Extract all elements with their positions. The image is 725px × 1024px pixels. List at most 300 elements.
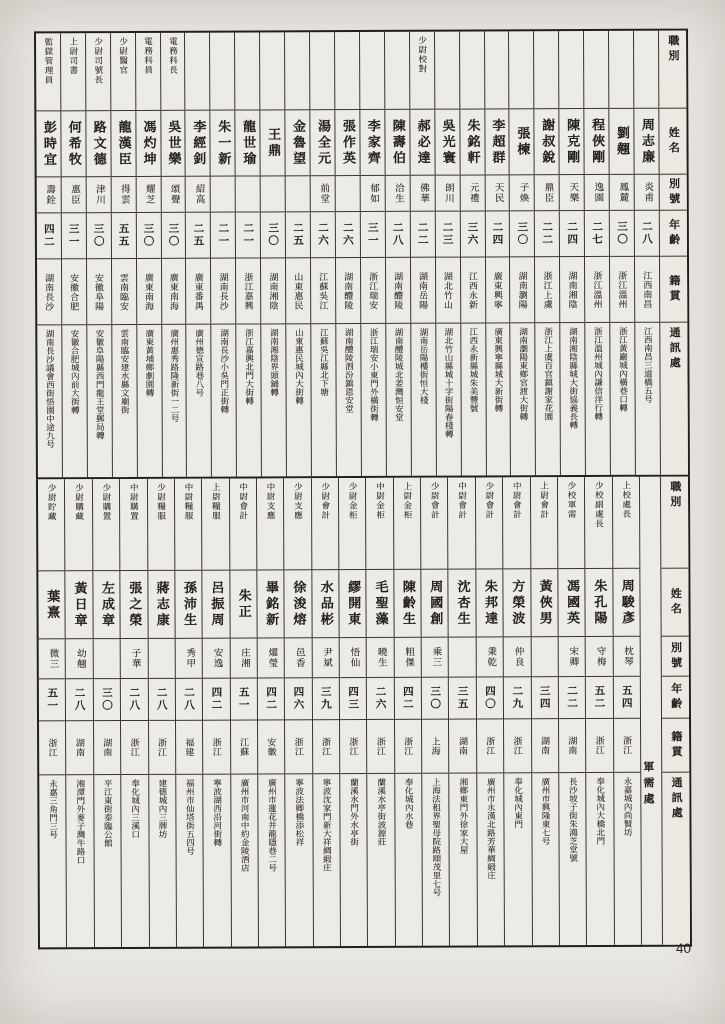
alias-text: 朗川 [442, 182, 454, 204]
rank-cell [394, 478, 421, 570]
origin-text: 廣東番禺 [193, 272, 204, 311]
origin-cell [162, 259, 186, 325]
origin-cell [610, 257, 634, 323]
name-cell [61, 111, 85, 177]
rank-cell [435, 32, 459, 110]
name-cell [148, 571, 175, 639]
address-text: 湖南湘陰界頭鋪轉 [269, 328, 280, 397]
age-text: 二四 [566, 221, 579, 247]
origin-text: 湖北竹山 [442, 271, 454, 310]
address-text: 廣州惠秀路隆新街一二号 [169, 328, 181, 423]
alias-text: 天民 [492, 182, 504, 204]
address-text: 上海法租界聖母院路順茂里七号 [431, 777, 442, 897]
alias-cell [449, 638, 476, 678]
name-text: 謝叔銳 [540, 117, 556, 166]
person-column [359, 32, 386, 476]
name-cell [257, 570, 284, 638]
origin-cell [62, 259, 86, 325]
age-text: 二一 [242, 222, 255, 248]
name-text: 朱一新 [216, 119, 232, 168]
address-cell [149, 775, 176, 947]
age-text: 三〇 [142, 222, 155, 248]
name-text: 王鼎 [266, 126, 282, 159]
name-cell [558, 569, 585, 637]
alias-cell [148, 639, 175, 679]
person-column [393, 478, 422, 946]
person-column [434, 32, 461, 476]
address-text: 湘鄉東門外徐家大屋 [458, 777, 470, 855]
alias-cell [86, 177, 110, 213]
address-cell [187, 325, 212, 477]
rank-cell [339, 478, 366, 570]
age-cell [585, 211, 609, 257]
origin-cell [94, 721, 121, 775]
alias-text: 鼎臣 [542, 182, 554, 204]
address-cell [237, 324, 262, 476]
rank-text: 少校軍需 [566, 481, 578, 520]
origin-cell [386, 258, 410, 324]
alias-cell [613, 637, 640, 677]
name-cell [111, 111, 135, 177]
person-column [484, 31, 511, 475]
rank-text: 電務科員 [143, 36, 154, 75]
address-text: 寧波湖西沿河街轉 [212, 778, 223, 847]
rank-cell [485, 31, 509, 109]
alias-cell [340, 638, 367, 678]
name-cell [531, 569, 558, 637]
address-text: 湖南長沙議會西街悟園中途九号 [45, 329, 56, 449]
origin-text: 湖南 [567, 736, 578, 756]
rank-text: 少尉會計 [430, 481, 441, 520]
name-cell [339, 570, 366, 638]
name-text: 吳世樂 [166, 119, 182, 168]
origin-text: 浙江 [594, 735, 605, 755]
person-column [201, 479, 230, 947]
alias-text: 庄湘 [238, 647, 251, 669]
origin-cell [112, 259, 136, 325]
person-column [110, 33, 137, 477]
origin-text: 江蘇 [239, 737, 250, 757]
name-cell [66, 571, 93, 639]
address-text: 湖南醴陵城北姜灣恒安堂 [394, 327, 405, 422]
origin-cell [211, 259, 235, 325]
name-cell [360, 110, 384, 176]
address-cell [586, 323, 611, 475]
address-cell [450, 774, 477, 946]
origin-text: 浙江 [512, 736, 523, 756]
age-text: 二八 [128, 686, 141, 713]
age-text: 三〇 [100, 687, 113, 713]
rank-text: 中尉購置 [129, 482, 140, 522]
address-text: 建德城內三牌坊 [157, 778, 169, 839]
alias-text: 惠臣 [68, 184, 81, 206]
rank-text: 電務科長 [168, 36, 179, 75]
rank-cell [93, 479, 120, 571]
name-text: 程俠剛 [590, 117, 606, 166]
address-cell [112, 325, 137, 477]
age-text: 四二 [265, 686, 278, 712]
person-column [259, 32, 286, 476]
person-column [234, 32, 261, 476]
section-label: 軍需處 [641, 760, 655, 809]
name-text: 劉翹 [614, 125, 631, 158]
origin-cell [560, 257, 584, 323]
rank-cell [235, 32, 259, 110]
origin-cell [39, 721, 66, 775]
name-cell [460, 109, 484, 175]
name-text: 何希牧 [66, 119, 82, 168]
address-text: 湖南瀏陽東鄉官渡大街轉 [518, 327, 530, 421]
address-text: 浙江上虞百官鎮謝家花園 [543, 327, 554, 421]
person-column [309, 32, 336, 476]
name-cell [312, 570, 339, 638]
person-column [64, 479, 93, 947]
origin-cell [395, 720, 422, 774]
alias-text: 邑香 [293, 647, 305, 669]
age-text: 二四 [491, 221, 504, 247]
name-text: 張之榮 [127, 580, 143, 629]
origin-cell [258, 720, 285, 774]
person-column [502, 477, 531, 945]
name-text: 徐浚熔 [291, 579, 307, 628]
origin-cell [340, 720, 367, 774]
age-text: 五四 [620, 684, 633, 710]
alias-cell [186, 177, 210, 213]
age-text: 二八 [640, 220, 654, 246]
person-column [184, 33, 211, 477]
address-text: 平江東街泰臨公館 [103, 779, 114, 848]
name-cell [93, 571, 120, 639]
alias-cell [161, 177, 185, 213]
name-cell [203, 571, 230, 639]
age-cell [613, 677, 640, 719]
alias-cell [66, 639, 93, 679]
alias-cell [635, 175, 659, 211]
name-text: 左成章 [99, 580, 116, 629]
rank-cell [584, 31, 608, 109]
rank-cell [585, 477, 612, 569]
alias-cell [361, 176, 385, 212]
name-text: 陳壽伯 [390, 118, 406, 167]
origin-cell [660, 257, 687, 323]
origin-text: 籍貫 [669, 730, 682, 761]
rank-cell [366, 478, 393, 570]
rank-cell [65, 479, 92, 571]
person-column [409, 32, 436, 476]
alias-text: 幼翹 [74, 648, 86, 670]
age-text: 二六 [341, 222, 354, 248]
name-cell [510, 109, 534, 175]
origin-cell [261, 258, 285, 324]
age-cell [121, 679, 148, 721]
rank-cell [385, 32, 409, 110]
address-cell [286, 774, 313, 946]
alias-text: 子華 [129, 647, 141, 670]
origin-cell [510, 257, 534, 323]
age-text: 三六 [466, 221, 479, 247]
address-cell [436, 324, 461, 476]
age-text: 四三 [347, 686, 360, 712]
alias-text: 燿瑩 [266, 647, 278, 669]
age-text: 五二 [593, 684, 606, 710]
address-text: 廣州德宣路巷八号 [194, 328, 205, 397]
name-text: 張作英 [340, 118, 357, 167]
address-text: 長沙坡子街朱鴻芝堂號 [568, 777, 579, 863]
address-text: 蘭溪水門外水亭街 [349, 778, 360, 847]
alias-text: 曉生 [375, 646, 387, 668]
name-cell [236, 110, 260, 176]
rank-cell [634, 31, 658, 109]
origin-cell [662, 719, 689, 773]
name-cell [367, 570, 394, 638]
alias-text: 前堂 [318, 183, 330, 205]
directory-sheet [34, 29, 692, 950]
name-cell [286, 110, 310, 176]
person-column [612, 477, 641, 945]
age-text: 二三 [441, 221, 454, 247]
age-text: 二八 [391, 221, 404, 247]
address-cell [231, 774, 258, 946]
name-text: 呂振周 [209, 580, 225, 629]
origin-cell [87, 259, 111, 325]
rank-cell [460, 31, 484, 109]
alias-cell [336, 176, 360, 212]
origin-cell [461, 257, 485, 323]
alias-cell [261, 176, 285, 212]
rank-text: 中尉金柜 [375, 481, 386, 520]
rank-cell [448, 478, 475, 570]
name-cell [121, 571, 148, 639]
origin-cell [585, 257, 609, 323]
person-column [311, 478, 340, 946]
name-cell [86, 111, 110, 177]
address-cell [660, 323, 688, 475]
rank-text: 上尉司書 [68, 37, 79, 76]
origin-cell [231, 720, 258, 774]
address-text: 廣東興寧縣城大新街轉 [493, 327, 505, 413]
rank-text: 少尉購藏 [74, 483, 85, 522]
address-cell [361, 324, 386, 476]
alias-text: 別號 [667, 177, 680, 208]
name-text: 金魯望 [290, 118, 307, 167]
person-column [36, 33, 62, 477]
origin-text: 浙江 [622, 735, 633, 755]
person-column [633, 31, 660, 475]
origin-cell [614, 719, 641, 773]
name-cell [410, 110, 434, 176]
name-cell [186, 111, 210, 177]
origin-cell [236, 258, 260, 324]
address-text: 湘潭門外麥子灣牛路口 [75, 779, 87, 865]
origin-text: 湖南湘陰 [567, 270, 578, 309]
age-text: 五一 [46, 687, 59, 713]
age-cell [230, 678, 257, 720]
rank-cell [503, 477, 530, 569]
alias-text: 微三 [47, 648, 59, 670]
rank-text: 中尉會計 [457, 481, 468, 520]
name-text: 周志廉 [639, 117, 656, 166]
origin-cell [336, 258, 360, 324]
origin-text: 浙江 [403, 736, 414, 756]
name-text: 黃俠男 [537, 578, 553, 627]
age-cell [112, 213, 136, 259]
person-column [38, 479, 66, 947]
rank-text: 上尉金柜 [402, 481, 413, 520]
age-cell [236, 212, 260, 258]
age-cell [535, 211, 559, 257]
name-cell [560, 109, 584, 175]
origin-cell [535, 257, 559, 323]
origin-cell [149, 721, 176, 775]
address-cell [461, 323, 486, 475]
alias-text: 天樂 [567, 182, 579, 204]
alias-cell [476, 637, 503, 677]
alias-text: 守梅 [594, 645, 606, 667]
age-cell [485, 211, 509, 257]
name-text: 蔣志康 [154, 580, 170, 629]
alias-cell [485, 175, 509, 211]
age-cell [313, 678, 340, 720]
person-column [475, 477, 504, 945]
name-text: 姓名 [667, 126, 680, 157]
alias-cell [37, 177, 61, 213]
address-cell [39, 775, 66, 947]
address-text: 江蘇吳江縣北下塘 [319, 328, 330, 397]
name-text: 彭時宜 [41, 119, 57, 168]
address-text: 湖北竹山縣城十字街陽春棧轉 [443, 327, 455, 439]
alias-text: 乘三 [430, 646, 442, 668]
person-column [284, 32, 311, 476]
name-text: 張楝 [515, 125, 531, 158]
alias-cell [121, 639, 148, 679]
origin-cell [286, 258, 310, 324]
age-cell [510, 211, 534, 257]
name-text: 姓名 [669, 587, 682, 618]
address-cell [176, 775, 203, 947]
alias-cell [410, 176, 434, 212]
age-text: 二二 [416, 221, 429, 247]
age-text: 二六 [316, 222, 330, 248]
alias-cell [236, 176, 260, 212]
origin-text: 湖南岳陽 [417, 271, 429, 310]
address-text: 江西南昌三道橋五号 [643, 326, 654, 404]
rank-cell [559, 31, 583, 109]
alias-cell [385, 176, 409, 212]
address-cell [336, 324, 361, 476]
person-column [229, 478, 258, 946]
address-text: 永嘉三角門三号 [48, 779, 59, 839]
person-column [384, 32, 411, 476]
name-cell [385, 110, 409, 176]
alias-cell [435, 176, 459, 212]
alias-text: 安逸 [211, 647, 223, 669]
age-cell [435, 212, 459, 258]
alias-cell [531, 637, 558, 677]
origin-cell [37, 259, 61, 325]
address-text: 寧波法卿橋添松祥 [294, 778, 305, 847]
person-column [365, 478, 394, 946]
alias-cell [93, 639, 120, 679]
age-cell [395, 678, 422, 720]
origin-text: 浙江上虞 [542, 270, 553, 309]
age-cell [361, 212, 385, 258]
rank-text: 少尉支應 [293, 482, 304, 521]
age-cell [186, 213, 210, 259]
origin-text: 湖南 [539, 736, 551, 756]
name-cell [634, 109, 658, 175]
alias-cell [460, 175, 484, 211]
name-cell [161, 111, 185, 177]
origin-text: 江西南昌 [642, 270, 653, 309]
address-cell [504, 773, 531, 945]
rank-cell [120, 479, 147, 571]
address-text: 安徽合肥城內前大街轉 [70, 329, 81, 415]
address-text: 湖南醴陵泗汾鎮恩安堂 [344, 328, 355, 414]
origin-text: 江蘇吳江 [318, 271, 329, 310]
alias-cell [535, 175, 559, 211]
name-cell [175, 571, 202, 639]
alias-text: 別號 [669, 641, 682, 672]
address-cell [610, 323, 635, 475]
alias-cell [286, 176, 310, 212]
age-cell [411, 212, 435, 258]
name-cell [136, 111, 160, 177]
origin-text: 湖南長沙 [218, 272, 229, 311]
address-text: 浙江嘉興北門大街轉 [244, 328, 255, 406]
address-cell [37, 325, 62, 477]
person-column [558, 31, 585, 475]
rank-cell [421, 478, 448, 570]
person-column [420, 478, 449, 946]
origin-text: 浙江 [321, 737, 332, 757]
rank-text: 少尉糧服 [156, 482, 167, 521]
origin-text: 湖南 [74, 738, 85, 758]
address-cell [87, 325, 112, 477]
alias-cell [560, 175, 584, 211]
age-cell [610, 211, 634, 257]
rank-text: 少尉司號長 [93, 37, 104, 85]
name-text: 孫沛生 [181, 580, 198, 629]
address-cell [67, 775, 94, 947]
age-text: 年齡 [667, 218, 680, 249]
rank-cell [284, 478, 311, 570]
address-text: 浙江溫州城內謙信洋行轉 [593, 326, 604, 421]
address-cell [561, 323, 586, 475]
rank-text: 少尉醫官 [118, 37, 129, 76]
person-column [119, 479, 148, 947]
alias-text: 仲良 [512, 646, 524, 668]
rank-cell [360, 32, 384, 110]
age-text: 二六 [374, 685, 387, 711]
alias-cell [176, 639, 203, 679]
age-text: 二五 [192, 222, 205, 248]
address-cell [477, 773, 504, 945]
alias-cell [211, 177, 235, 213]
alias-text: 枕琴 [621, 645, 634, 667]
alias-text: 炎甫 [642, 181, 654, 203]
age-cell [258, 678, 285, 720]
age-text: 二八 [73, 687, 86, 713]
name-cell [230, 570, 257, 638]
age-text: 四二 [210, 686, 223, 712]
rank-text: 上尉糧服 [211, 482, 222, 521]
age-cell [66, 679, 93, 721]
address-cell [94, 775, 121, 947]
age-cell [286, 212, 310, 258]
origin-cell [186, 259, 210, 325]
rank-cell [285, 32, 309, 110]
alias-cell [510, 175, 534, 211]
